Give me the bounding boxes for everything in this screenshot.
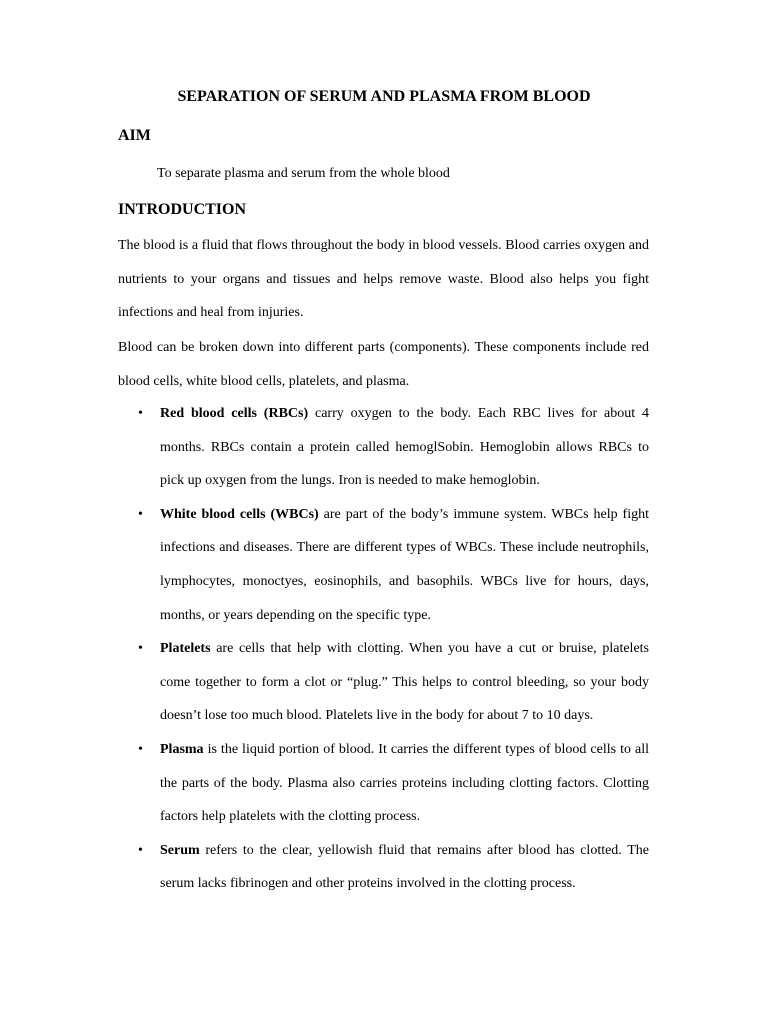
intro-paragraph-2: Blood can be broken down into different parts (components). These components include red blood cells, white blood cells, platelets, and plasma. — [118, 340, 649, 389]
bullet-item-platelets — [138, 632, 649, 733]
aim-heading: AIM — [118, 127, 151, 144]
bullet-text: are part of the body’s immune system. WBCs help fight infections and diseases. There are different types of WBCs. These include neutrophils, lymphocytes, monoctyes, eosinophils, and basophils. WBCs live for hours, days, months, or years depending on the specific type. — [160, 506, 649, 623]
bullet-item-plasma — [138, 733, 649, 834]
bullet-text: carry oxygen to the body. Each RBC lives for about 4 months. RBCs contain a protein called hemoglSobin. Hemoglobin allows RBCs to pick up oxygen from the lungs. Iron is needed to make hemoglobin. — [160, 406, 649, 489]
intro-paragraph-1: The blood is a fluid that flows throughout the body in blood vessels. Blood carries oxygen and nutrients to your organs and tissues and helps remove waste. Blood also helps you fight infections and heal from injuries. — [118, 238, 649, 321]
bullet-icon: • — [138, 641, 143, 657]
document-title: SEPARATION OF SERUM AND PLASMA FROM BLOOD — [177, 88, 591, 105]
bullet-term: Platelets — [160, 641, 211, 657]
bullet-item-rbc — [138, 397, 649, 498]
bullet-text: are cells that help with clotting. When you have a cut or bruise, platelets come together to form a clot or “plug.” This helps to control bleeding, so your body doesn’t lose too much blood. Platelets live in the body for about 7 to 10 days. — [160, 641, 649, 724]
bullet-icon: • — [138, 741, 143, 757]
bullet-term: White blood cells (WBCs) — [160, 506, 319, 522]
bullet-icon: • — [138, 406, 143, 421]
bullet-icon: • — [138, 842, 143, 858]
introduction-heading: INTRODUCTION — [118, 201, 247, 218]
bullet-text: refers to the clear, yellowish fluid that remains after blood has clotted. The serum lacks fibrinogen and other proteins involved in the clotting process. — [160, 842, 649, 892]
bullet-term: Red blood cells (RBCs) — [160, 406, 309, 421]
bullet-text: is the liquid portion of blood. It carries the different types of blood cells to all the parts of the body. Plasma also carries proteins including clotting factors. Clotting factors help platelets with the clotting process. — [160, 741, 649, 825]
aim-text: To separate plasma and serum from the whole blood — [157, 166, 450, 181]
bullet-icon: • — [138, 506, 143, 522]
component-bullet-list — [0, 397, 768, 901]
bullet-item-wbc — [138, 498, 649, 632]
bullet-term: Serum — [160, 842, 200, 858]
bullet-term: Plasma — [160, 741, 204, 757]
bullet-item-serum — [138, 834, 649, 901]
